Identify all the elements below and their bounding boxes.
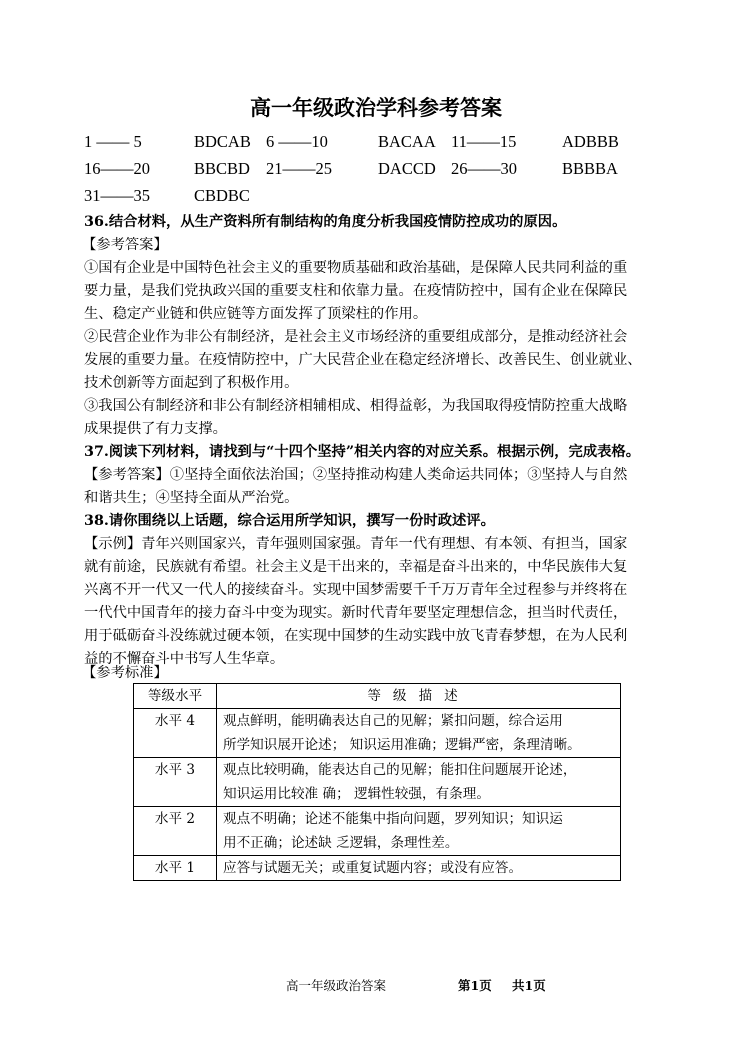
mcq-answer: BBBBA [562, 159, 618, 178]
rubric-level: 水平 4 [134, 709, 217, 758]
rubric-desc [217, 758, 621, 807]
q38-line: 用于砥砺奋斗没练就过硬本领，在实现中国梦的生动实践中放飞青春梦想，在为人民利 [84, 628, 628, 644]
q37-question: 37.阅读下列材料，请找到与“十四个坚持”相关内容的对应关系。根据示例，完成表格。 [84, 444, 641, 460]
mcq-answer: CBDBC [194, 186, 250, 205]
rubric-desc-line: 应答与试题无关；或重复试题内容；或没有应答。 [223, 860, 523, 876]
rubric-header-desc: 等级描述 [217, 684, 621, 709]
rubric-row [134, 856, 621, 881]
rubric-desc-line: 观点鲜明，能明确表达自己的见解；紧扣问题，综合运用 [223, 713, 563, 729]
q38-line: 益的不懈奋斗中书写人生华章。 [84, 651, 285, 667]
rubric-desc-line: 知识运用比较准 确； 逻辑性较强，有条理。 [223, 786, 490, 802]
q36-line: 发展的重要力量。在疫情防控中，广大民营企业在稳定经济增长、改善民生、创业就业、 [84, 352, 642, 368]
q38-line: 兴离不开一代又一代人的接续奋斗。实现中国梦需要千千万万青年全过程参与并终将在 [84, 582, 628, 598]
q38-line: 【示例】青年兴则国家兴，青年强则国家强。青年一代有理想、有本领、有担当，国家 [84, 536, 628, 552]
rubric-desc [217, 709, 621, 758]
rubric-row [134, 758, 621, 807]
mcq-range: 16——20 [84, 159, 150, 178]
q38-line: 一代代中国青年的接力奋斗中变为现实。新时代青年要坚定理想信念，担当时代责任， [84, 605, 628, 621]
rubric-row [134, 709, 621, 758]
footer-page-number: 第1页 [458, 978, 492, 993]
mcq-answer: DACCD [378, 159, 436, 178]
rubric-header-level: 等级水平 [134, 684, 217, 709]
page-title: 高一年级政治学科参考答案 [250, 96, 502, 120]
rubric-desc-line: 观点不明确；论述不能集中指向问题，罗列知识；知识运 [223, 811, 563, 827]
q36-line: 技术创新等方面起到了积极作用。 [84, 375, 299, 391]
mcq-answer: BBCBD [194, 159, 250, 178]
rubric-level: 水平 3 [134, 758, 217, 807]
q36-line: 生、稳定产业链和供应链等方面发挥了顶梁柱的作用。 [84, 306, 428, 322]
mcq-answer: ADBBB [562, 132, 619, 151]
rubric-desc [217, 856, 621, 881]
mcq-range: 11——15 [451, 132, 517, 151]
q36-line: ②民营企业作为非公有制经济，是社会主义市场经济的重要组成部分，是推动经济社会 [84, 329, 628, 345]
footer-title: 高一年级政治答案 [286, 978, 387, 993]
q37-line: 【参考答案】①坚持全面依法治国；②坚持推动构建人类命运共同体；③坚持人与自然 [84, 467, 628, 483]
rubric-row [134, 807, 621, 856]
footer-page-total: 共1页 [512, 978, 546, 993]
q38-question: 38.请你围绕以上话题，综合运用所学知识，撰写一份时政述评。 [84, 513, 495, 529]
rubric-level: 水平 2 [134, 807, 217, 856]
rubric-label: 【参考标准】 [82, 665, 168, 681]
q36-line: 成果提供了有力支撑。 [84, 421, 227, 437]
rubric-desc-line: 观点比较明确，能表达自己的见解；能扣住问题展开论述， [223, 762, 577, 778]
rubric-table [133, 683, 621, 881]
mcq-range: 31——35 [84, 186, 150, 205]
mcq-range: 6 ——10 [266, 132, 328, 151]
rubric-desc-line: 用不正确；论述缺 乏逻辑，条理性差。 [223, 835, 459, 851]
q36-line: 要力量，是我们党执政兴国的重要支柱和依靠力量。在疫情防控中，国有企业在保障民 [84, 283, 628, 299]
mcq-range: 1 —— 5 [84, 132, 142, 151]
q38-line: 就有前途，民族就有希望。社会主义是干出来的，幸福是奋斗出来的，中华民族伟大复 [84, 559, 628, 575]
q36-line: ①国有企业是中国特色社会主义的重要物质基础和政治基础，是保障人民共同利益的重 [84, 260, 628, 276]
rubric-level: 水平 1 [134, 856, 217, 881]
mcq-answer: BACAA [378, 132, 436, 151]
mcq-range: 21——25 [266, 159, 332, 178]
rubric-desc [217, 807, 621, 856]
q36-line: ③我国公有制经济和非公有制经济相辅相成、相得益彰，为我国取得疫情防控重大战略 [84, 398, 628, 414]
rubric-header-row [134, 684, 621, 709]
q37-line: 和谐共生；④坚持全面从严治党。 [84, 490, 299, 506]
rubric-desc-line: 所学知识展开论述； 知识运用准确；逻辑严密，条理清晰。 [223, 737, 581, 753]
mcq-range: 26——30 [451, 159, 517, 178]
q36-question: 36.结合材料，从生产资料所有制结构的角度分析我国疫情防控成功的原因。 [84, 214, 567, 230]
q36-answer-label: 【参考答案】 [82, 237, 168, 253]
mcq-answer: BDCAB [194, 132, 251, 151]
